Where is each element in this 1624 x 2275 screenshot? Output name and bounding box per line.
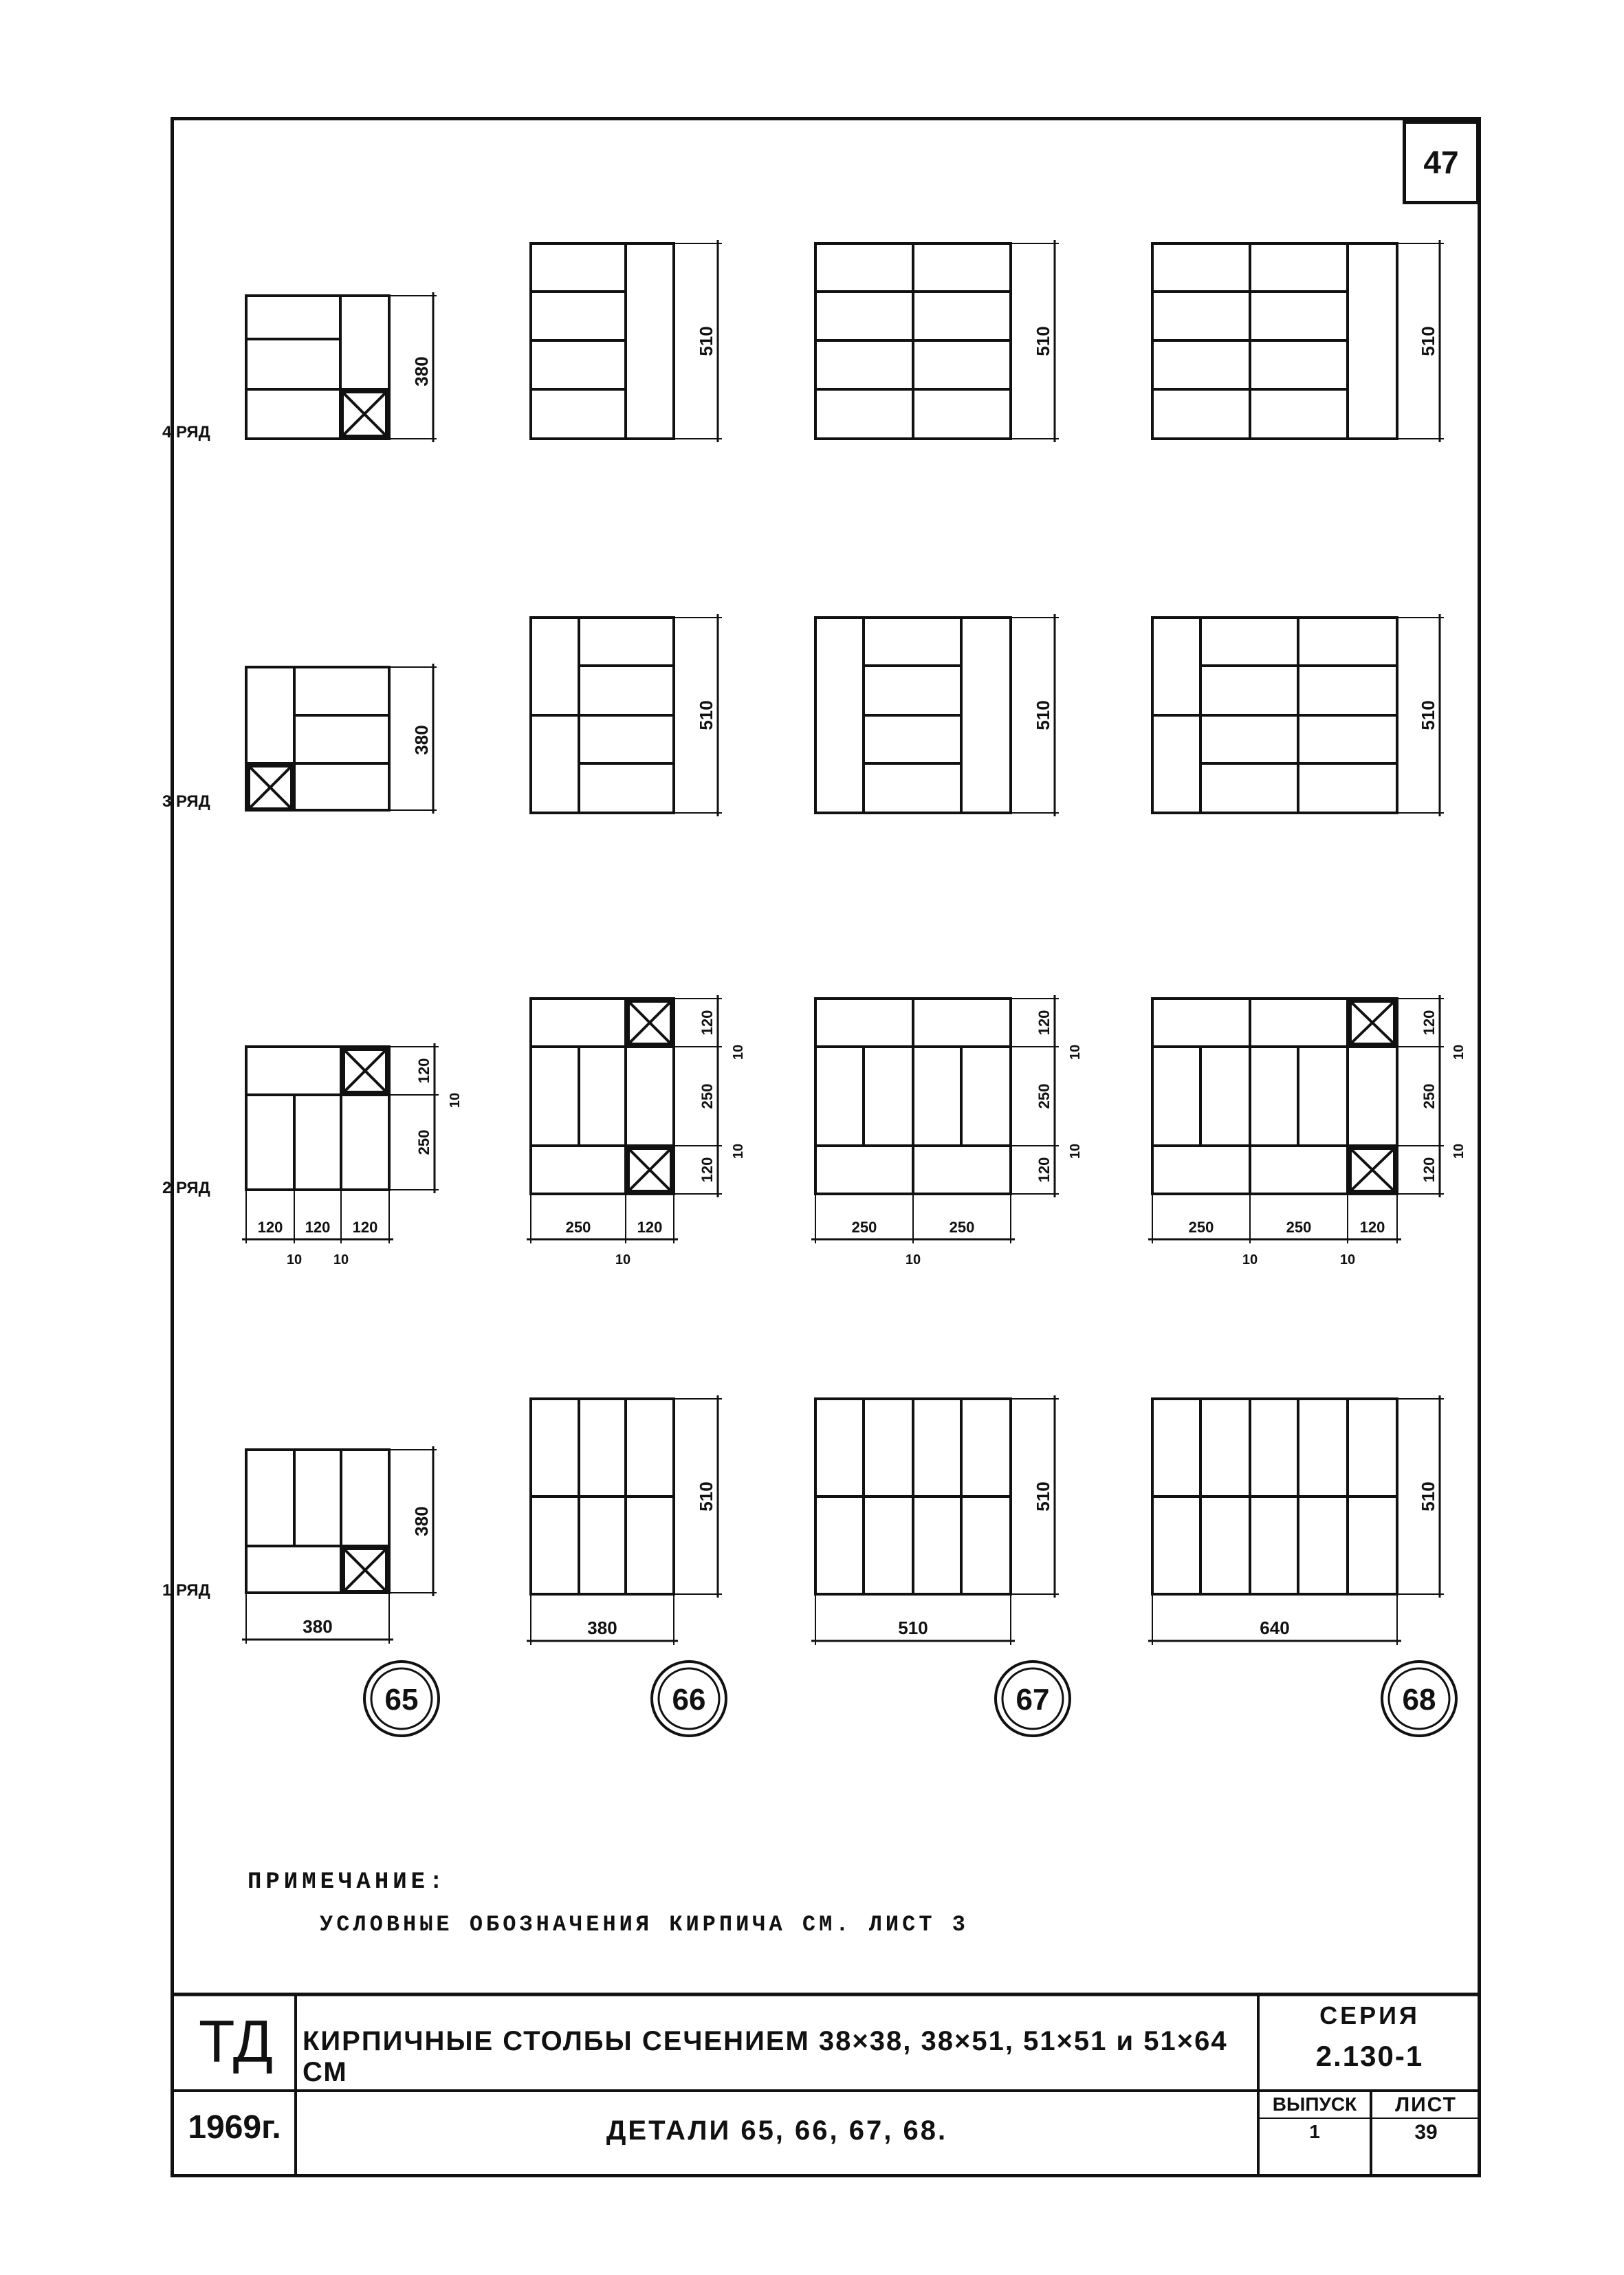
d67-row3 [815, 614, 1059, 816]
d65-row2 [242, 1043, 463, 1267]
sheet-value: 39 [1414, 2121, 1438, 2144]
d68-row2-dim-120a: 120 [1420, 1010, 1438, 1036]
d66-row3-dim: 510 [696, 700, 716, 730]
d66-row2-dim-120b: 120 [699, 1157, 716, 1183]
d65-row1 [242, 1446, 437, 1644]
d68-row3-dim: 510 [1418, 700, 1438, 730]
issue-label: ВЫПУСК [1272, 2093, 1357, 2115]
d68-row2-dim-10a: 10 [1451, 1044, 1467, 1060]
d68-row2 [1148, 995, 1467, 1267]
d67-row2-w2: 250 [949, 1219, 975, 1236]
d65-row2-dim-250: 250 [415, 1129, 432, 1155]
detail-67-number: 67 [1016, 1683, 1050, 1717]
d66-row2-w2: 120 [637, 1219, 663, 1236]
d67-row1-dim-w: 510 [898, 1618, 928, 1638]
d68-row1-dim-w: 640 [1260, 1618, 1290, 1638]
d68-row3 [1152, 614, 1444, 816]
d65-row2-j2: 10 [333, 1252, 349, 1267]
drawing-subtitle: ДЕТАЛИ 65, 66, 67, 68. [606, 2115, 948, 2146]
detail-66-number: 66 [672, 1683, 706, 1717]
d65-row1-dim-h: 380 [411, 1506, 432, 1536]
series-value: 2.130-1 [1315, 2040, 1424, 2072]
d66-row2-dim-10b: 10 [731, 1143, 746, 1160]
d67-row3-dim: 510 [1033, 700, 1053, 730]
detail-67-marker [996, 1662, 1070, 1736]
row-label-2: 2 РЯД [162, 1179, 210, 1197]
d68-row4 [1152, 240, 1444, 442]
d65-row2-w3: 120 [352, 1219, 378, 1236]
d65-row3 [246, 664, 437, 814]
d66-row4 [531, 240, 722, 442]
d66-row1-dim-w: 380 [587, 1618, 617, 1638]
d65-row4 [246, 292, 437, 442]
d67-row1-dim-h: 510 [1033, 1481, 1053, 1512]
d67-row2-w1: 250 [851, 1219, 877, 1236]
d67-row2-dim-10b: 10 [1068, 1143, 1083, 1160]
series-label: СЕРИЯ [1319, 2001, 1420, 2029]
d68-row4-dim: 510 [1418, 326, 1438, 356]
d67-row2-dim-120a: 120 [1035, 1010, 1053, 1036]
d65-row2-dim-10: 10 [448, 1092, 463, 1109]
d67-row4-dim: 510 [1033, 326, 1053, 356]
d66-row4-dim: 510 [696, 326, 716, 356]
detail-68-number: 68 [1402, 1683, 1436, 1717]
d65-row2-w2: 120 [305, 1219, 331, 1236]
d66-row2-j1: 10 [615, 1252, 631, 1267]
row-label-3: 3 РЯД [162, 792, 210, 811]
d68-row2-j1: 10 [1242, 1252, 1258, 1267]
d66-row2 [527, 995, 746, 1267]
note-text: УСЛОВНЫЕ ОБОЗНАЧЕНИЯ КИРПИЧА СМ. ЛИСТ 3 [320, 1912, 969, 1937]
row-label-1: 1 РЯД [162, 1581, 210, 1600]
detail-65-number: 65 [384, 1683, 419, 1717]
d68-row2-w3: 120 [1359, 1219, 1385, 1236]
d66-row1 [527, 1395, 722, 1645]
d66-row2-dim-250: 250 [699, 1083, 716, 1109]
detail-68-marker [1382, 1662, 1456, 1736]
page-number: 47 [1403, 120, 1480, 204]
title-year: 1969г. [188, 2109, 281, 2146]
d66-row2-dim-10a: 10 [731, 1044, 746, 1060]
d68-row1 [1148, 1395, 1444, 1645]
d66-row2-dim-120a: 120 [699, 1010, 716, 1036]
d66-row3 [531, 614, 722, 816]
detail-66-marker [652, 1662, 726, 1736]
d67-row2-dim-250: 250 [1035, 1083, 1053, 1109]
d67-row2-dim-120b: 120 [1035, 1157, 1053, 1183]
issue-value: 1 [1309, 2121, 1320, 2142]
d68-row2-w1: 250 [1188, 1219, 1214, 1236]
note-heading: ПРИМЕЧАНИЕ: [248, 1869, 448, 1895]
d68-row2-dim-10b: 10 [1451, 1143, 1467, 1160]
d68-row2-dim-120b: 120 [1420, 1157, 1438, 1183]
title-logo: ТД [199, 2009, 273, 2075]
d65-row1-dim-w: 380 [303, 1616, 333, 1637]
d68-row1-dim-h: 510 [1418, 1481, 1438, 1512]
d68-row2-dim-250: 250 [1420, 1083, 1438, 1109]
d65-row4-dim: 380 [411, 356, 432, 387]
d67-row2 [811, 995, 1083, 1267]
d67-row2-j1: 10 [905, 1252, 921, 1267]
d65-row2-w1: 120 [257, 1219, 283, 1236]
row-label-4: 4 РЯД [162, 423, 210, 442]
drawing-title: КИРПИЧНЫЕ СТОЛБЫ СЕЧЕНИЕМ 38×38, 38×51, 51×51 и 51×64 СМ [303, 2026, 1228, 2087]
d65-row2-dim-120: 120 [415, 1058, 432, 1084]
d65-row3-dim: 380 [411, 725, 432, 755]
d68-row2-j2: 10 [1339, 1252, 1356, 1267]
sheet-label: ЛИСТ [1395, 2093, 1457, 2116]
detail-65-marker [364, 1662, 439, 1736]
d66-row1-dim-h: 510 [696, 1481, 716, 1512]
d68-row2-w2: 250 [1286, 1219, 1312, 1236]
d67-row4 [815, 240, 1059, 442]
d67-row1 [811, 1395, 1059, 1645]
d65-row2-j1: 10 [286, 1252, 303, 1267]
d67-row2-dim-10a: 10 [1068, 1044, 1083, 1060]
d66-row2-w1: 250 [565, 1219, 591, 1236]
